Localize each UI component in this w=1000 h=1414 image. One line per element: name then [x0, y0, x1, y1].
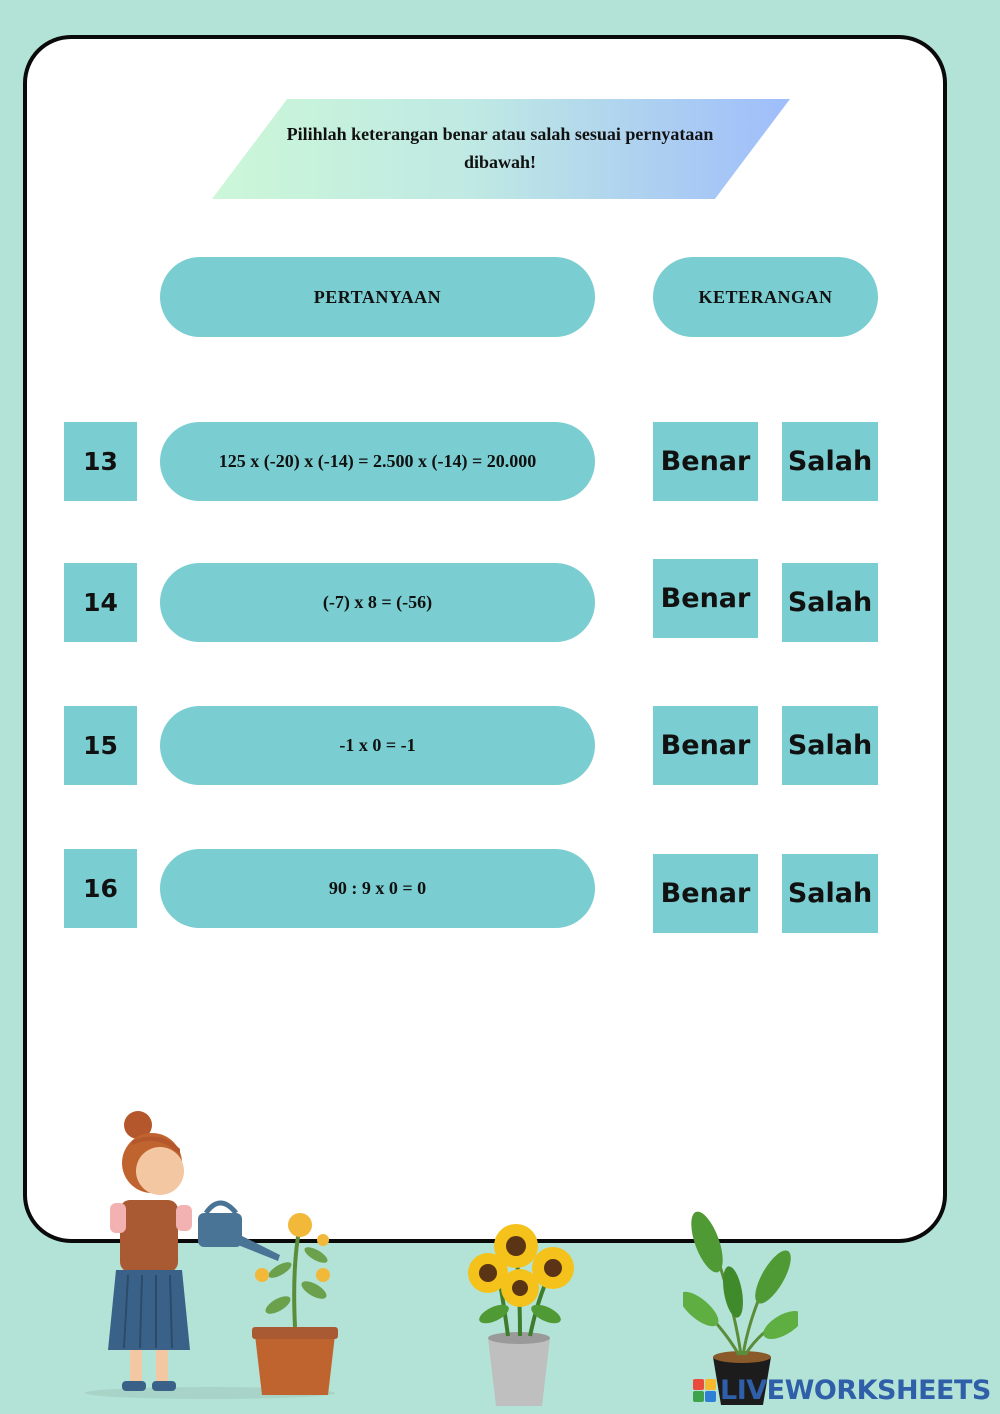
question-number: 16 — [64, 849, 137, 928]
girl-watering-illustration — [80, 1105, 360, 1405]
question-number: 14 — [64, 563, 137, 642]
benar-button[interactable]: Benar — [653, 854, 758, 933]
answer-column-header: KETERANGAN — [653, 257, 878, 337]
question-statement: 125 x (-20) x (-14) = 2.500 x (-14) = 20.000 — [160, 422, 595, 501]
salah-button[interactable]: Salah — [782, 422, 878, 501]
salah-button[interactable]: Salah — [782, 706, 878, 785]
question-number: 13 — [64, 422, 137, 501]
liveworksheets-logo — [693, 1373, 991, 1407]
salah-button[interactable]: Salah — [782, 563, 878, 642]
instruction-text: Pilihlah keterangan benar atau salah sesuai pernyataan dibawah! — [286, 124, 714, 172]
question-statement: (-7) x 8 = (-56) — [160, 563, 595, 642]
logo-mark-icon — [693, 1379, 716, 1402]
question-statement: 90 : 9 x 0 = 0 — [160, 849, 595, 928]
benar-button[interactable]: Benar — [653, 422, 758, 501]
question-number: 15 — [64, 706, 137, 785]
benar-button[interactable]: Benar — [653, 559, 758, 638]
question-column-header: PERTANYAAN — [160, 257, 595, 337]
benar-button[interactable]: Benar — [653, 706, 758, 785]
sunflower-pot-illustration — [458, 1218, 583, 1410]
question-statement: -1 x 0 = -1 — [160, 706, 595, 785]
salah-button[interactable]: Salah — [782, 854, 878, 933]
logo-text: LIVEWORKSHEETS — [720, 1374, 991, 1406]
